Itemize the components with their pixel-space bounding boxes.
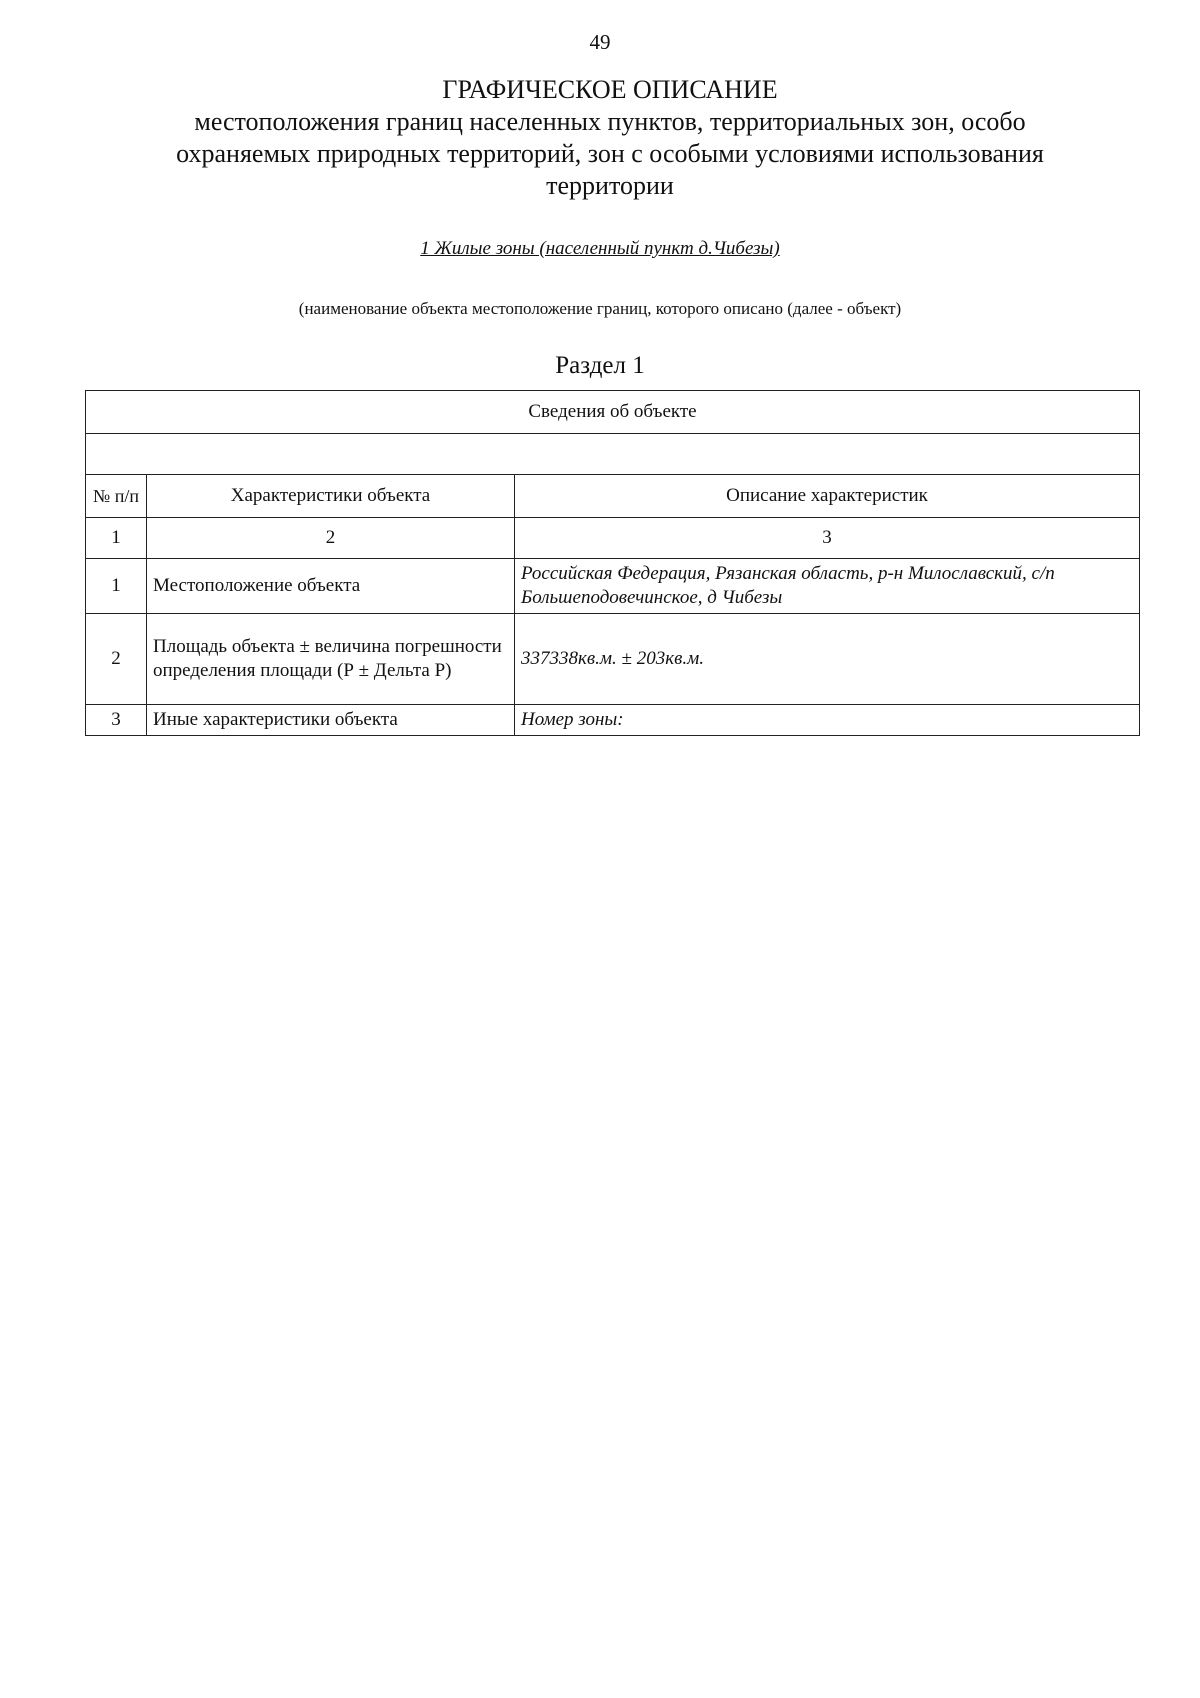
header-description: Описание характеристик	[515, 475, 1140, 518]
table-header-row	[86, 475, 1140, 518]
table-empty-row	[86, 434, 1140, 475]
row-description: Российская Федерация, Рязанская область, р-н Милославский, с/п Большеподовечинское, д Чибезы	[515, 559, 1140, 614]
row-characteristic: Иные характеристики объекта	[147, 705, 515, 736]
header-num: № п/п	[86, 475, 147, 518]
title-subtitle: местоположения границ населенных пунктов, территориальных зон, особо охраняемых природных территорий, зон с особыми условиями использования территории	[176, 107, 1044, 200]
object-info-table	[85, 390, 1140, 736]
row-description: Номер зоны:	[515, 705, 1140, 736]
table-index-row	[86, 518, 1140, 559]
table-row	[86, 559, 1140, 614]
page-number: 49	[589, 30, 611, 54]
row-characteristic: Местоположение объекта	[147, 559, 515, 614]
row-characteristic: Площадь объекта ± величина погрешности определения площади (Р ± Дельта Р)	[147, 614, 515, 705]
index-cell-3: 3	[515, 518, 1140, 559]
table-row	[86, 705, 1140, 736]
table-row	[86, 614, 1140, 705]
section-title: Раздел 1	[555, 352, 645, 379]
index-cell-2: 2	[147, 518, 515, 559]
row-num: 2	[86, 614, 147, 705]
document-title	[150, 74, 1070, 202]
row-num: 3	[86, 705, 147, 736]
table-caption-row	[86, 391, 1140, 434]
title-main: ГРАФИЧЕСКОЕ ОПИСАНИЕ	[442, 75, 778, 104]
index-cell-1: 1	[86, 518, 147, 559]
header-characteristic: Характеристики объекта	[147, 475, 515, 518]
row-num: 1	[86, 559, 147, 614]
object-name: 1 Жилые зоны (населенный пункт д.Чибезы)	[420, 238, 780, 259]
table-empty-cell	[86, 434, 1140, 475]
object-caption: (наименование объекта местоположение границ, которого описано (далее - объект)	[298, 299, 902, 318]
table-caption: Сведения об объекте	[86, 391, 1140, 434]
row-description: 337338кв.м. ± 203кв.м.	[515, 614, 1140, 705]
